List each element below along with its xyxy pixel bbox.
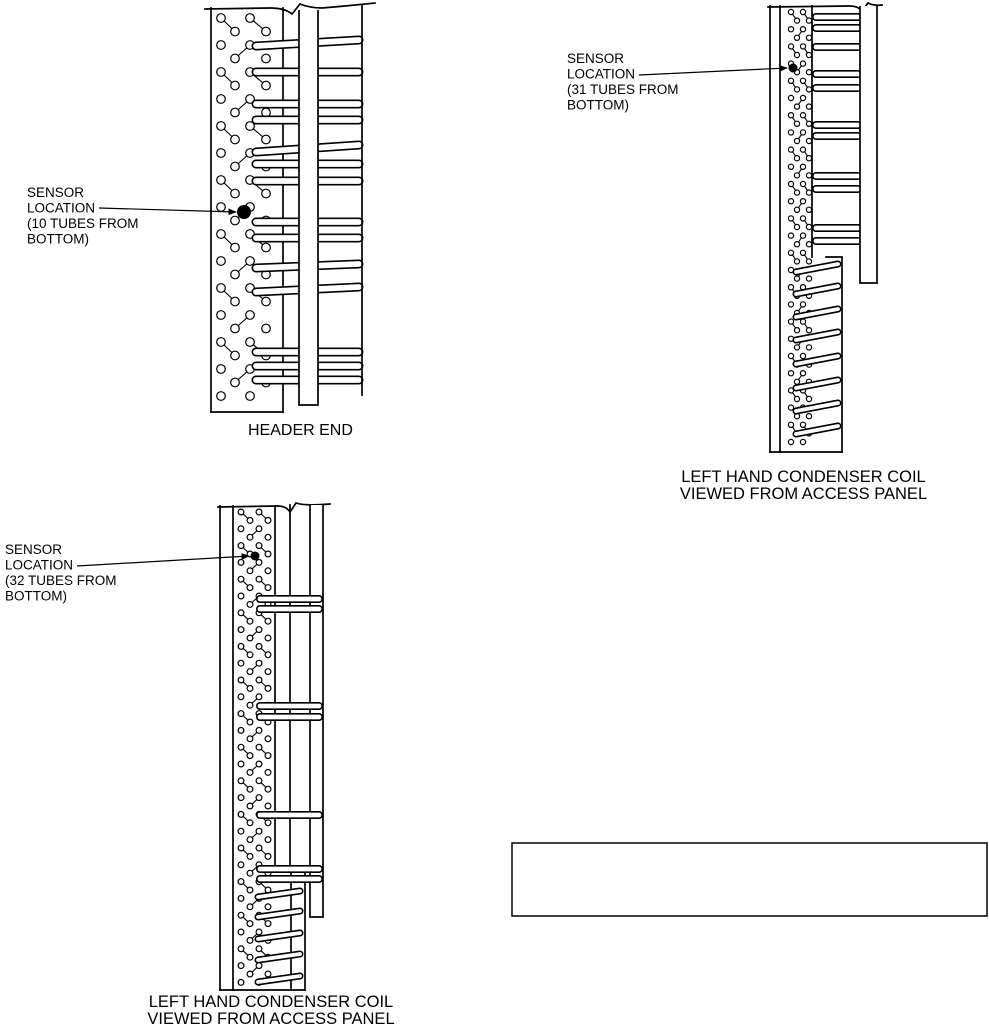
tube-end: [806, 190, 811, 195]
tube-end: [800, 113, 805, 118]
hairpin-tube: [796, 332, 838, 340]
tube-end: [238, 896, 244, 902]
tube-end: [247, 652, 253, 658]
tube-end: [217, 68, 226, 77]
tube-end: [247, 921, 253, 927]
tube-end: [265, 534, 271, 540]
tube-end: [265, 770, 271, 776]
tube-end: [238, 744, 244, 750]
tube-end: [806, 87, 811, 92]
tube-end: [238, 694, 244, 700]
sensor-location-label: [27, 185, 139, 247]
tube-end: [806, 414, 811, 419]
tube-end: [265, 921, 271, 927]
tube-end: [788, 147, 793, 152]
tube-end: [256, 728, 262, 734]
tube-end: [800, 44, 805, 49]
tube-end: [265, 736, 271, 742]
coil-caption: [147, 993, 394, 1027]
tube-end: [800, 371, 805, 376]
tube-end: [788, 130, 793, 135]
tube-end: [806, 138, 811, 143]
tube-end: [256, 828, 262, 834]
tube-end: [238, 812, 244, 818]
tube-end: [238, 593, 244, 599]
hairpin-tube: [796, 403, 838, 411]
tube-end: [231, 243, 240, 252]
tube-end: [788, 164, 793, 169]
tube-end: [247, 669, 253, 675]
tube-end: [265, 551, 271, 557]
tube-end: [238, 644, 244, 650]
tube-end: [788, 422, 793, 427]
tube-end: [217, 365, 226, 374]
tube-end: [246, 14, 255, 23]
tube-end: [247, 820, 253, 826]
tube-end: [800, 422, 805, 427]
tube-end: [794, 190, 799, 195]
tube-end: [806, 18, 811, 23]
tube-end: [265, 786, 271, 792]
tube-end: [788, 95, 793, 100]
tube-end: [256, 509, 262, 515]
tube-end: [217, 203, 226, 212]
header-pipe: [299, 10, 318, 405]
coil-overlay: [299, 5, 362, 405]
tube-end: [794, 87, 799, 92]
tube-end: [247, 904, 253, 910]
tube-end: [788, 250, 793, 255]
tube-end: [247, 534, 253, 540]
tube-end: [247, 854, 253, 860]
tube-end: [247, 618, 253, 624]
tube-end: [238, 946, 244, 952]
tube-end: [265, 803, 271, 809]
tube-end: [247, 803, 253, 809]
tube-end: [238, 862, 244, 868]
tube-end: [800, 147, 805, 152]
tube-end: [231, 351, 240, 360]
tube-end: [256, 560, 262, 566]
tube-end: [256, 644, 262, 650]
tube-end: [794, 18, 799, 23]
tube-end: [794, 52, 799, 57]
tube-end: [800, 27, 805, 32]
tube-end: [794, 104, 799, 109]
coil-caption: [680, 468, 927, 503]
tube-end: [806, 207, 811, 212]
tube-end: [794, 259, 799, 264]
tube-end: [238, 980, 244, 986]
tube-end: [800, 130, 805, 135]
tube-end: [238, 560, 244, 566]
tube-end: [265, 753, 271, 759]
sensor-label-line: SENSOR: [27, 185, 85, 200]
tube-end: [788, 113, 793, 118]
tube-end: [262, 135, 271, 144]
slanted-tubes: [258, 891, 300, 982]
tube-end: [794, 173, 799, 178]
tube-end: [806, 156, 811, 161]
tube-end: [806, 121, 811, 126]
tube-end: [238, 526, 244, 532]
tube-end: [217, 230, 226, 239]
tube-end: [256, 778, 262, 784]
sensor-location-marker: [789, 64, 798, 73]
tube-end: [247, 719, 253, 725]
tube-end: [788, 44, 793, 49]
tube-end: [806, 70, 811, 75]
tube-end: [800, 216, 805, 221]
tube-end: [262, 189, 271, 198]
tube-end: [788, 78, 793, 83]
tube-end: [246, 392, 255, 401]
sensor-leader-line: [639, 68, 787, 75]
tube-end: [247, 602, 253, 608]
tube-end: [247, 635, 253, 641]
tube-end: [800, 164, 805, 169]
tube-end: [247, 887, 253, 893]
tube-end: [256, 946, 262, 952]
tube-end: [238, 610, 244, 616]
tube-end: [806, 259, 811, 264]
hairpin-tube: [258, 933, 300, 939]
sensor-label-line: SENSOR: [5, 542, 63, 557]
hairpin-tube: [258, 976, 300, 982]
sensor-label-line: BOTTOM): [5, 588, 67, 604]
tube-end: [247, 870, 253, 876]
tube-end: [217, 95, 226, 104]
header-end-coil: [27, 3, 375, 439]
tube-end: [247, 736, 253, 742]
tube-end: [256, 677, 262, 683]
tube-end: [231, 27, 240, 36]
tube-end: [265, 820, 271, 826]
tube-end: [806, 52, 811, 57]
coil-caption-line: LEFT HAND CONDENSER COIL: [148, 993, 394, 1011]
coil-caption: HEADER END: [248, 422, 353, 439]
tube-end: [238, 576, 244, 582]
tube-end: [806, 35, 811, 40]
hairpin-tube: [258, 954, 300, 960]
tube-end: [238, 828, 244, 834]
tube-end: [256, 795, 262, 801]
sensor-label-line: LOCATION: [5, 557, 74, 573]
tube-end: [806, 104, 811, 109]
tube-end: [217, 122, 226, 131]
tube-end: [238, 912, 244, 918]
tube-end: [231, 378, 240, 387]
tube-end: [265, 568, 271, 574]
tube-end: [794, 345, 799, 350]
tube-end: [800, 9, 805, 14]
tube-end: [217, 257, 226, 266]
sensor-location-marker: [237, 205, 251, 219]
tube-end: [265, 971, 271, 977]
sensor-label-line: LOCATION: [567, 66, 636, 82]
hairpin-tube: [796, 380, 838, 388]
tube-end: [788, 27, 793, 32]
tube-end: [800, 439, 805, 444]
tube-end: [800, 78, 805, 83]
slanted-tubes: [796, 264, 838, 434]
tube-end: [794, 35, 799, 40]
tube-end: [788, 371, 793, 376]
tube-end: [262, 81, 271, 90]
sensor-location-label: [567, 51, 679, 113]
tube-end: [231, 216, 240, 225]
tube-end: [256, 694, 262, 700]
tube-end: [217, 284, 226, 293]
sensor-label-line: SENSOR: [567, 51, 625, 66]
coil-side-strip: [310, 505, 323, 917]
tube-end: [800, 61, 805, 66]
tube-end: [247, 786, 253, 792]
tube-end: [806, 276, 811, 281]
coil-side-strip: [860, 6, 877, 283]
tube-end: [788, 199, 793, 204]
tube-end: [800, 181, 805, 186]
tube-end: [231, 189, 240, 198]
tube-end: [794, 121, 799, 126]
tube-end: [256, 660, 262, 666]
tube-end: [806, 328, 811, 333]
tube-end: [265, 904, 271, 910]
tube-end: [794, 276, 799, 281]
tube-end: [800, 250, 805, 255]
tube-end: [238, 509, 244, 515]
tube-end: [256, 627, 262, 633]
blank-note-box: [512, 843, 987, 916]
tube-end: [217, 14, 226, 23]
hairpin-tube: [796, 264, 838, 272]
left-hand-condenser-coil-lower: [5, 503, 395, 1027]
tube-end: [238, 543, 244, 549]
tube-end: [256, 929, 262, 935]
tube-end: [262, 297, 271, 306]
sensor-leader-line: [77, 556, 249, 566]
tube-end: [788, 405, 793, 410]
sensor-location-label: [5, 542, 117, 604]
tube-end: [247, 686, 253, 692]
coil-caption-line: VIEWED FROM ACCESS PANEL: [147, 1010, 395, 1027]
coil-caption-line: LEFT HAND CONDENSER COIL: [681, 468, 926, 486]
sensor-label-line: BOTTOM): [27, 231, 89, 247]
tube-end: [231, 297, 240, 306]
tube-end: [806, 345, 811, 350]
tube-end: [262, 27, 271, 36]
sensor-label-line: BOTTOM): [567, 97, 629, 113]
tube-end: [256, 543, 262, 549]
tube-end: [262, 54, 271, 63]
tube-end: [231, 270, 240, 279]
sensor-location-marker: [251, 552, 260, 561]
tube-end: [238, 677, 244, 683]
tube-end: [800, 95, 805, 100]
tube-end: [238, 711, 244, 717]
tube-end: [217, 149, 226, 158]
tube-end: [217, 392, 226, 401]
tube-end: [246, 311, 255, 320]
tube-end: [794, 207, 799, 212]
tube-sheet: [788, 9, 811, 444]
tube-end: [788, 181, 793, 186]
tube-end: [231, 81, 240, 90]
tube-end: [800, 353, 805, 358]
hairpin-tube: [796, 309, 838, 317]
tube-end: [788, 285, 793, 290]
tube-end: [238, 845, 244, 851]
tube-end: [788, 439, 793, 444]
tube-end: [794, 156, 799, 161]
tube-end: [256, 845, 262, 851]
tube-end: [246, 257, 255, 266]
tube-end: [794, 396, 799, 401]
tube-end: [238, 728, 244, 734]
tube-end: [794, 328, 799, 333]
tube-end: [806, 224, 811, 229]
tube-end: [788, 302, 793, 307]
tube-end: [238, 963, 244, 969]
tube-end: [247, 971, 253, 977]
sensor-label-line: (32 TUBES FROM: [5, 573, 117, 588]
tube-end: [788, 9, 793, 14]
tube-end: [265, 837, 271, 843]
tube-end: [794, 242, 799, 247]
coil-caption-line: VIEWED FROM ACCESS PANEL: [679, 485, 928, 503]
tube-end: [265, 652, 271, 658]
tube-end: [806, 396, 811, 401]
tube-end: [265, 585, 271, 591]
left-hand-condenser-coil-upper: [567, 3, 927, 503]
sensor-leader-line: [99, 208, 236, 212]
tube-end: [247, 770, 253, 776]
tube-end: [231, 324, 240, 333]
hairpin-tube: [258, 891, 300, 897]
hairpin-tubes: [816, 17, 858, 241]
tube-end: [794, 379, 799, 384]
tube-end: [231, 135, 240, 144]
tube-end: [806, 242, 811, 247]
tube-end: [256, 761, 262, 767]
tube-end: [247, 938, 253, 944]
tube-end: [256, 576, 262, 582]
tube-end: [788, 233, 793, 238]
tube-end: [238, 778, 244, 784]
tube-end: [265, 686, 271, 692]
tube-end: [238, 795, 244, 801]
tube-end: [247, 702, 253, 708]
tube-end: [246, 338, 255, 347]
tube-end: [794, 224, 799, 229]
tube-end: [247, 585, 253, 591]
tube-end: [238, 929, 244, 935]
tube-end: [265, 635, 271, 641]
tube-end: [238, 879, 244, 885]
tube-end: [247, 753, 253, 759]
sensor-label-line: (31 TUBES FROM: [567, 82, 679, 97]
tube-end: [806, 173, 811, 178]
tube-end: [788, 353, 793, 358]
sensor-label-line: LOCATION: [27, 200, 96, 216]
tube-end: [265, 618, 271, 624]
tube-end: [262, 243, 271, 252]
tube-end: [217, 311, 226, 320]
tube-end: [238, 660, 244, 666]
tube-end: [238, 627, 244, 633]
tube-end: [265, 669, 271, 675]
sensor-label-line: (10 TUBES FROM: [27, 216, 139, 231]
tube-end: [217, 338, 226, 347]
tube-end: [231, 54, 240, 63]
tube-end: [800, 319, 805, 324]
tube-end: [247, 518, 253, 524]
tube-end: [788, 216, 793, 221]
tube-end: [256, 963, 262, 969]
tube-end: [247, 568, 253, 574]
break-line: [205, 3, 375, 14]
tube-end: [217, 41, 226, 50]
tube-end: [800, 302, 805, 307]
tube-end: [265, 518, 271, 524]
tube-end: [247, 954, 253, 960]
hairpin-tube: [258, 911, 300, 917]
tube-end: [231, 162, 240, 171]
tube-end: [794, 138, 799, 143]
tube-end: [231, 108, 240, 117]
tube-end: [238, 761, 244, 767]
tube-end: [256, 744, 262, 750]
tube-end: [800, 199, 805, 204]
tube-end: [256, 526, 262, 532]
tube-end: [265, 854, 271, 860]
tube-end: [262, 324, 271, 333]
tube-end: [800, 233, 805, 238]
tube-end: [217, 176, 226, 185]
tube-end: [247, 837, 253, 843]
tube-end: [788, 319, 793, 324]
